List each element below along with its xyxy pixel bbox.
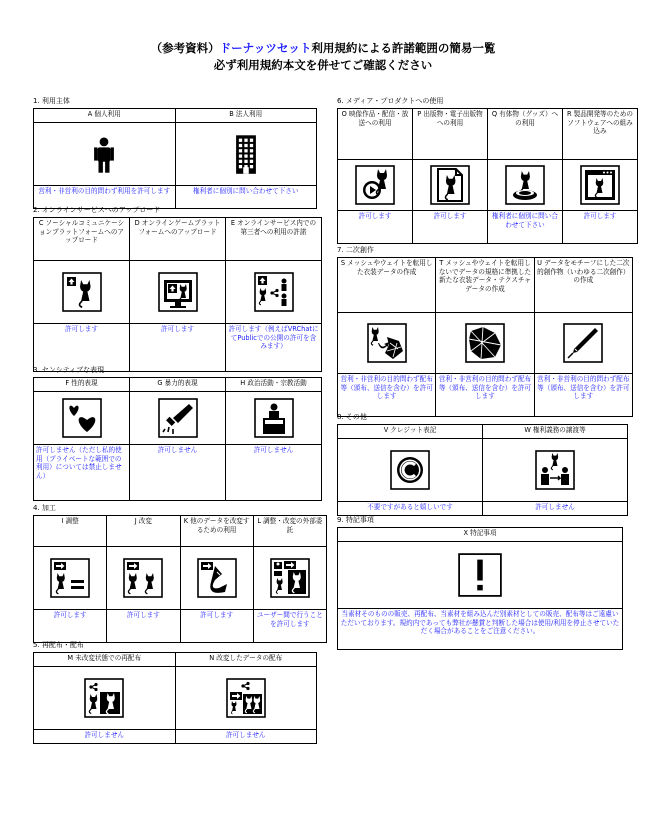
redistribute-icon [84, 678, 124, 718]
figure-icon [505, 165, 545, 205]
column-header: R 製品開発等のためのソフトウェアへの組み込み [563, 109, 638, 160]
icon-cell [413, 160, 488, 211]
permission-value: ユーザー間で行うことを許可します [253, 610, 326, 643]
license-table [33, 515, 327, 643]
section-title: 4. 加工 [33, 504, 56, 512]
permission-value: 許可しません [483, 502, 628, 516]
mesh-transfer-icon [367, 323, 407, 363]
column-header: W 権利義務の譲渡等 [483, 425, 628, 439]
section-title: 9. 特記事項 [337, 516, 374, 524]
icon-cell [130, 392, 226, 445]
icon-cell [534, 313, 632, 374]
column-header: Q 有体物（グッズ）への利用 [488, 109, 563, 160]
permission-value: 許可します [413, 211, 488, 244]
title-prefix: （参考資料） [150, 41, 220, 55]
license-table [337, 424, 628, 516]
share-users-icon [254, 272, 294, 312]
mesh-new-icon [465, 323, 505, 363]
podium-icon [254, 398, 294, 438]
section-s5 [33, 640, 306, 744]
title-rest: 利用規約による許諾範囲の簡易一覧 [311, 41, 496, 55]
column-header: T メッシュやウェイトを転用しないでデータの規格に準拠した新たな衣装データ・テクスチャデータの作成 [436, 258, 534, 313]
video-play-icon [355, 165, 395, 205]
icon-cell [175, 123, 317, 186]
column-header: V クレジット表記 [338, 425, 483, 439]
icon-cell [180, 547, 253, 610]
permission-value: 許可しません（ただし私的使用（プライベートな範囲での利用）については禁止しません） [34, 445, 130, 501]
permission-value: 許可します [34, 610, 107, 643]
icon-cell [436, 313, 534, 374]
section-title: 6. メディア・プロダクトへの使用 [337, 97, 444, 105]
section-s1 [33, 96, 306, 209]
license-table [33, 217, 322, 372]
upload-monitor-cat-icon [158, 272, 198, 312]
permission-value: 許可しません [34, 730, 176, 744]
column-header: X 特記事項 [338, 528, 623, 542]
permission-value: 許可します [563, 211, 638, 244]
software-window-icon [580, 165, 620, 205]
column-header: B 法人利用 [175, 109, 317, 123]
permission-value: 許可しません [130, 445, 226, 501]
column-header: P 出版物・電子出版物への利用 [413, 109, 488, 160]
knife-icon [158, 398, 198, 438]
section-s6 [337, 96, 634, 244]
license-table [33, 652, 317, 744]
icon-cell [34, 392, 130, 445]
permission-value: 許可します [34, 324, 130, 372]
permission-value: 権利者に個別に問い合わせて下さい [488, 211, 563, 244]
icon-cell [563, 160, 638, 211]
column-header: D オンラインゲームプラットフォームへのアップロード [130, 218, 226, 261]
section-title: 1. 利用主体 [33, 97, 70, 105]
permission-value: 不要ですがあると嬉しいです [338, 502, 483, 516]
icon-cell [34, 667, 176, 730]
section-s8 [337, 412, 617, 516]
transfer-rights-icon [535, 450, 575, 490]
section-s2 [33, 205, 319, 372]
section-s3 [33, 365, 306, 501]
license-table [337, 257, 633, 417]
permission-value: 許可しません [175, 730, 317, 744]
license-table [337, 108, 638, 244]
icon-cell [226, 261, 322, 324]
column-header: E オンラインサービス内での第三者への利用の許諾 [226, 218, 322, 261]
icon-cell [338, 313, 436, 374]
permission-value: 営利・非営利の目的問わず利用を許可します [34, 186, 176, 209]
permission-value: 許可しません [226, 445, 322, 501]
column-header: O 映像作品・配信・放送への利用 [338, 109, 413, 160]
section-title: 7. 二次創作 [337, 246, 374, 254]
permission-value: 許可します [338, 211, 413, 244]
section-s4 [33, 503, 323, 643]
icon-cell [34, 261, 130, 324]
upload-cat-icon [62, 272, 102, 312]
page-title [0, 40, 646, 74]
pen-icon [563, 323, 603, 363]
permission-value: 許可します [130, 324, 226, 372]
column-header: H 政治活動・宗教活動 [226, 378, 322, 392]
license-table [33, 108, 317, 209]
outsource-icon [270, 558, 310, 598]
section-title: 2. オンラインサービスへのアップロード [33, 206, 161, 214]
icon-cell [107, 547, 180, 610]
column-header: F 性的表現 [34, 378, 130, 392]
section-s7 [337, 245, 630, 417]
icon-cell [226, 392, 322, 445]
icon-cell [488, 160, 563, 211]
column-header: A 個人利用 [34, 109, 176, 123]
permission-value: 営利・非営利の目的問わず配布等（頒布、送信を含む）を許可します [534, 374, 632, 417]
column-header: C ソーシャルコミュニケーションプラットフォームへのアップロード [34, 218, 130, 261]
section-title: 3. センシティブな表現 [33, 366, 105, 374]
modify-icon [123, 558, 163, 598]
adjust-icon [50, 558, 90, 598]
exclamation-icon [458, 553, 502, 597]
icon-cell [483, 439, 628, 502]
distribute-modified-icon [226, 678, 266, 718]
column-header: U データをモチーフにした二次的創作物（いわゆる二次創作）の作成 [534, 258, 632, 313]
permission-value: 営利・非営利の目的問わず配布等（頒布、送信を含む）を許可します [338, 374, 436, 417]
permission-value: 許可します [107, 610, 180, 643]
permission-value: 許可します [180, 610, 253, 643]
person-icon [82, 132, 126, 176]
copyright-icon [390, 450, 430, 490]
column-header: K 他のデータを改変するための利用 [180, 516, 253, 547]
column-header: I 調整 [34, 516, 107, 547]
icon-cell [338, 160, 413, 211]
permission-value: 権利者に個別に問い合わせて下さい [175, 186, 317, 209]
title-brand: ドーナッツセット [219, 41, 312, 55]
permission-value: 許可します（例えばVRChatにてPublicでの公開の許可を含みます） [226, 324, 322, 372]
column-header: G 暴力的表現 [130, 378, 226, 392]
column-header: J 改変 [107, 516, 180, 547]
icon-cell [130, 261, 226, 324]
hearts-icon [62, 398, 102, 438]
icon-cell [34, 123, 176, 186]
icon-cell [253, 547, 326, 610]
title-line2: 必ず利用規約本文を併せてご確認ください [213, 58, 433, 72]
permission-value: 営利・非営利の目的問わず配布等（頒布、送信を含む）を許可します [436, 374, 534, 417]
section-title: 5. 再配布・配布 [33, 641, 84, 649]
column-header: M 未改変状態での再配布 [34, 653, 176, 667]
reuse-icon [197, 558, 237, 598]
icon-cell [34, 547, 107, 610]
license-table [337, 527, 623, 650]
document-icon [430, 165, 470, 205]
column-header: N 改変したデータの配布 [175, 653, 317, 667]
permission-value: 当素材そのものの販売、再配布、当素材を組み込んだ別素材としての販売、配布等はご遠慮いただいております。規約内であっても弊社が懸賞と判断した場合は使用/利用を停止させていただく場合があることをご注意ください。 [338, 609, 623, 650]
section-s9 [337, 515, 620, 650]
section-title: 8. その他 [337, 413, 367, 421]
icon-cell [338, 542, 623, 609]
license-table [33, 377, 322, 501]
column-header: L 調整・改変の外部委託 [253, 516, 326, 547]
column-header: S メッシュやウェイトを転用した衣装データの作成 [338, 258, 436, 313]
icon-cell [175, 667, 317, 730]
icon-cell [338, 439, 483, 502]
office-building-icon [224, 132, 268, 176]
